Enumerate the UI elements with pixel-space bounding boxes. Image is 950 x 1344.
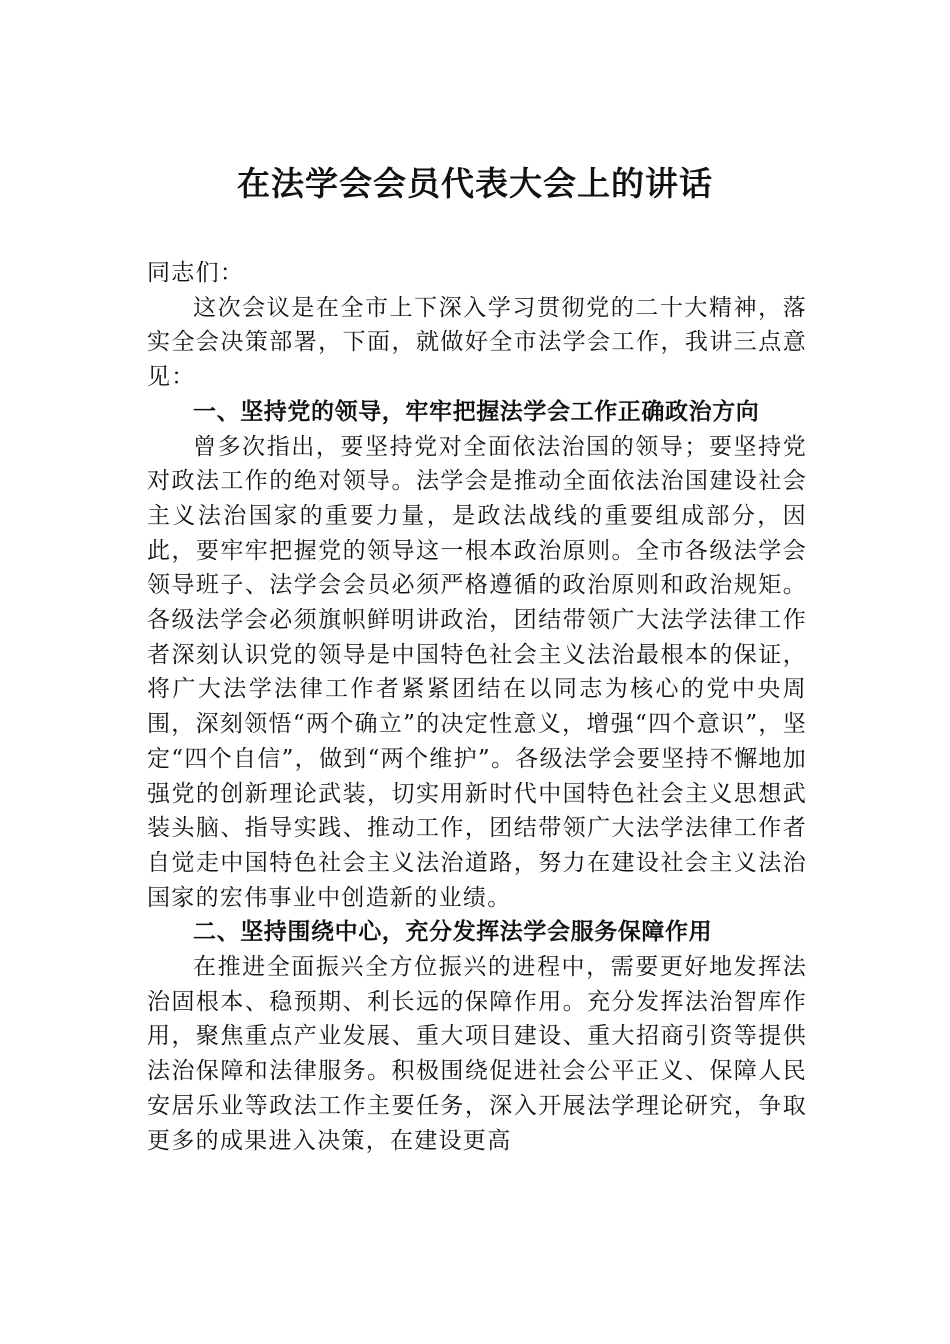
section-paragraph-1: 曾多次指出，要坚持党对全面依法治国的领导；要坚持党对政法工作的绝对领导。法学会是推动全面依法治国建设社会主义法治国家的重要力量，是政法战线的重要组成部分，因此，要牢牢把握党的领导这一根本政治原则。全市各级法学会领导班子、法学会会员必须严格遵循的政治原则和政治规矩。各级法学会必须旗帜鲜明讲政治，团结带领广大法学法律工作者深刻认识党的领导是中国特色社会主义法治最根本的保证，将广大法学法律工作者紧紧团结在以同志为核心的党中央周围，深刻领悟“两个确立”的决定性意义，增强“四个意识”，坚定“四个自信”，做到“两个维护”。各级法学会要坚持不懈地加强党的创新理论武装，切实用新时代中国特色社会主义思想武装头脑、指导实践、推动工作，团结带领广大法学法律工作者自觉走中国特色社会主义法治道路，努力在建设社会主义法治国家的宏伟事业中创造新的业绩。	[147, 433, 807, 911]
section-heading-1: 一、坚持党的领导，牢牢把握法学会工作正确政治方向	[193, 398, 760, 425]
intro-paragraph: 这次会议是在全市上下深入学习贯彻党的二十大精神，落实全会决策部署，下面，就做好全市法学会工作，我讲三点意见：	[147, 294, 807, 391]
document-title: 在法学会会员代表大会上的讲话	[237, 164, 713, 203]
section-heading-2: 二、坚持围绕中心，充分发挥法学会服务保障作用	[193, 919, 713, 946]
section-paragraph-2: 在推进全面振兴全方位振兴的进程中，需要更好地发挥法治固根本、稳预期、利长远的保障作用。充分发挥法治智库作用，聚焦重点产业发展、重大项目建设、重大招商引资等提供法治保障和法律服务。积极围绕促进社会公平正义、保障人民安居乐业等政法工作主要任务，深入开展法学理论研究，争取更多的成果进入决策，在建设更高	[147, 954, 807, 1154]
document-body	[147, 256, 807, 1158]
salutation: 同志们：	[147, 260, 245, 286]
